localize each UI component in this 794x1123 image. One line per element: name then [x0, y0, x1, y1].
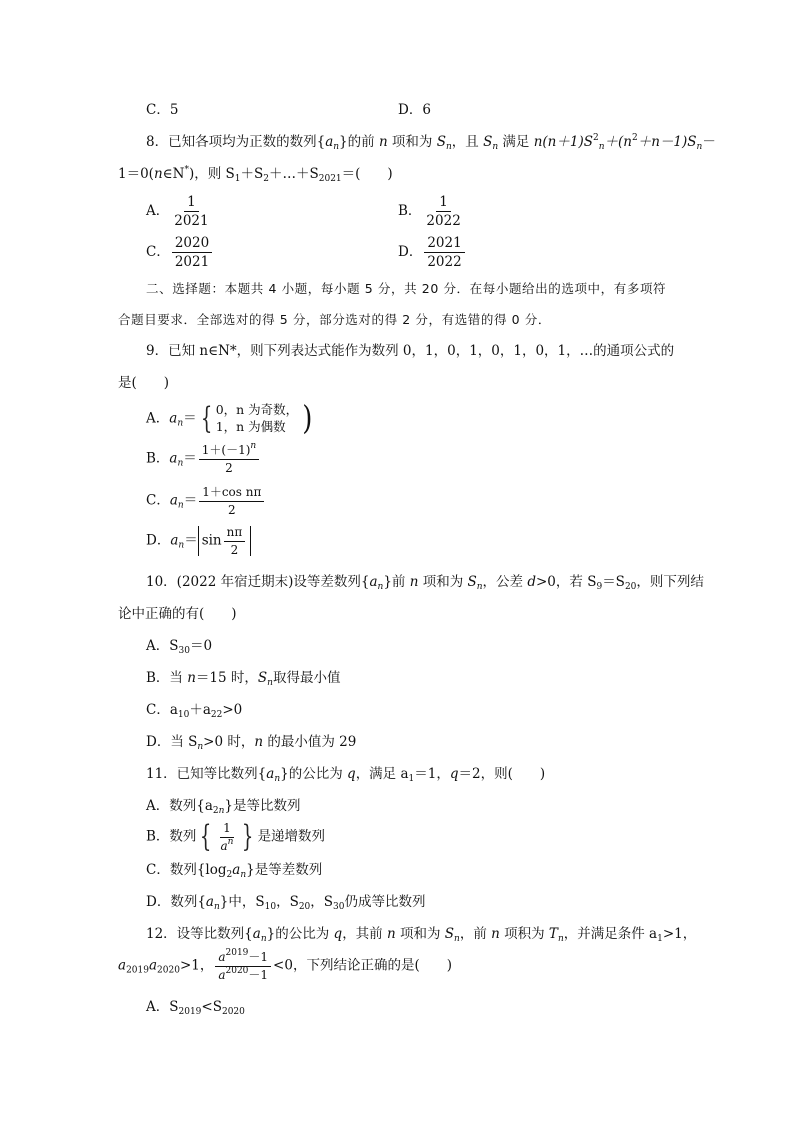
q7-option-d: D．6 [398, 102, 431, 118]
section2-instructions-line2: 合题目要求．全部选对的得 5 分，部分选对的得 2 分，有选错的得 0 分． [118, 312, 551, 327]
q12-stem-line2: $a_{2019}a_{2020}>1$， $\frac{a^{2019}-1}{a^{2020}-1}$ <0，下列结论正确的是( ) [118, 948, 452, 982]
q10-option-b: B．当 n＝15 时，$S_n$取得最小值 [146, 670, 341, 688]
q9-option-c: C．$a_n=$ $\frac{\text{1＋cos nπ}}{2}$ [146, 486, 266, 516]
q7-option-c: C．5 [146, 102, 179, 118]
q9-stem-line2: 是( ) [118, 375, 170, 391]
q8-option-d: D． $\frac{2021}{2022}$ [398, 236, 467, 269]
q8-option-b: B． $\frac{1}{2022}$ [398, 194, 461, 230]
q11-option-b: B．数列 { $\frac{1}{a^n}$ } 是递增数列 [146, 819, 326, 855]
q10-option-d: D．当 $S_n>0$ 时，n 的最小值为 29 [146, 734, 357, 752]
q10-option-c: C．$a_{10}+a_{22}>0$ [146, 702, 243, 720]
q10-option-a: A．$S_{30}=0$ [146, 638, 213, 656]
q8-stem-line1: 8．已知各项均为正数的数列$\{a_n\}$的前 n 项和为 $S_n$，且 $S_n$ 满足 $n(n+1)S^2_n+(n^2+n-1)S_n-$ [146, 133, 716, 152]
q9-option-b: B．$a_n=$ $\frac{1+(-1)^n}{2}$ [146, 444, 261, 474]
q12-option-a: A．$S_{2019}<S_{2020}$ [146, 999, 245, 1017]
q9-option-a: A．$a_n=$ { 0，n 为奇数， 1，n 为偶数 ) [146, 400, 313, 438]
section2-instructions-line1: 二、选择题：本题共 4 小题，每小题 5 分，共 20 分．在每小题给出的选项中，有多项符 [146, 281, 667, 296]
q8-stem-line2: 1＝0(n∈N*)，则 $S_1+S_2+\dots+S_{2021}=$( ) [118, 165, 393, 184]
q11-option-c: C．数列$\{\log_2a_n\}$是等差数列 [146, 862, 323, 880]
q8-option-c: C． $\frac{2020}{2021}$ [146, 236, 214, 269]
q11-option-d: D．数列$\{a_n\}$中，$S_{10}$，$S_{20}$，$S_{30}$仍成等比数列 [146, 894, 426, 912]
q11-stem: 11．已知等比数列$\{a_n\}$的公比为 q，满足 $a_1=1$，q＝2，则( ) [146, 766, 546, 784]
q9-option-d: D．$a_n= \sin$ $\frac{n\pi}{2}$ [146, 526, 251, 556]
q10-stem-line2: 论中正确的有( ) [118, 606, 237, 622]
q11-option-a: A．数列$\{a_{2n}\}$是等比数列 [146, 798, 301, 816]
q9-stem-line1: 9．已知 n∈N*，则下列表达式能作为数列 0，1，0，1，0，1，0，1，…的通项公式的 [146, 343, 675, 359]
q12-stem-line1: 12．设等比数列$\{a_n\}$的公比为 q，其前 n 项和为 $S_n$，前 n 项积为 $T_n$，并满足条件 $a_1>1$， [146, 926, 697, 944]
q10-stem-line1: 10．(2022 年宿迁期末)设等差数列$\{a_n\}$前 n 项和为 $S_n$，公差 d>0，若 $S_9=S_{20}$，则下列结 [146, 574, 704, 592]
q8-option-a: A． $\frac{1}{2021}$ [146, 194, 209, 230]
